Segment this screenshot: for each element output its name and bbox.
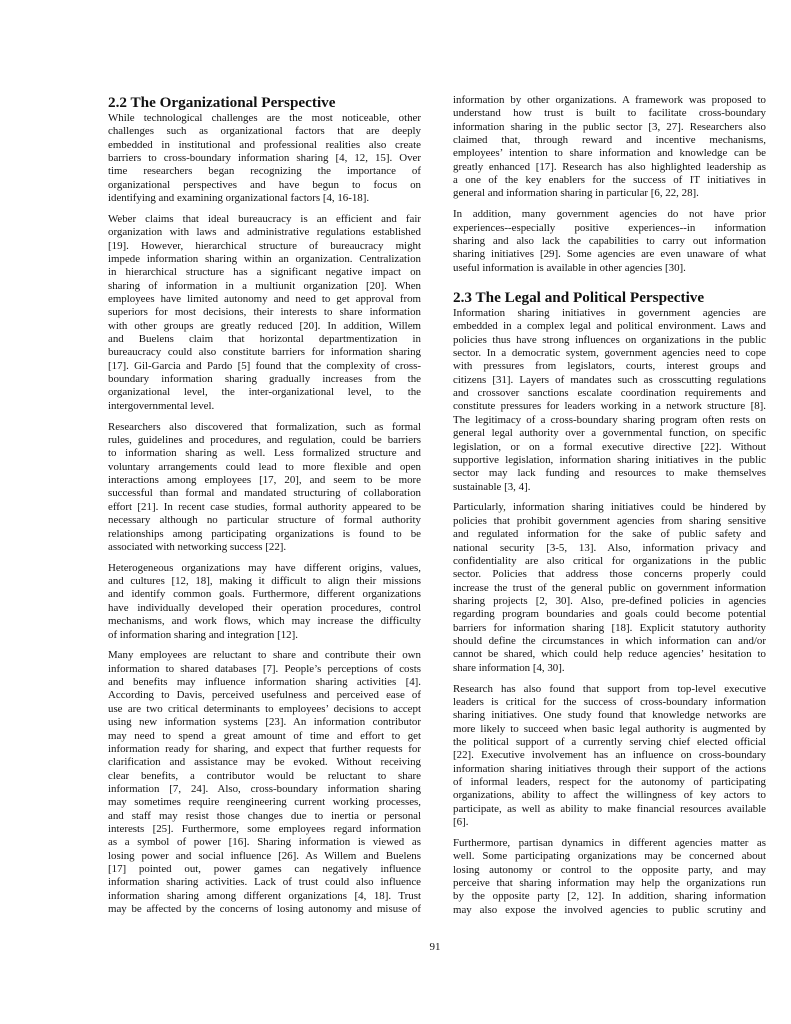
text-line: intergovernmental level.: [108, 399, 215, 412]
text-line: cannot be shared, which could help reduce agencies’ hesitation to: [453, 648, 766, 661]
text-line: useful information is available in other agencies [30].: [453, 261, 686, 274]
text-line: bureaucracy could also constitute barriers for information sharing: [108, 346, 421, 359]
text-line: organizational level, the inter-organizational level, to the: [108, 386, 421, 399]
text-line: claimed that, through reward and incentive mechanisms,: [453, 134, 766, 147]
text-line: organizations, ability to affect the willingness of key actors to: [453, 789, 766, 802]
text-line: constitute pressures for leaders working in a network structure [8].: [453, 400, 766, 413]
text-line: and benefits may influence information sharing activities [4].: [108, 676, 421, 689]
paragraph: [108, 421, 421, 554]
text-line: and crossover sanctions escalate coordination requirements and: [453, 387, 766, 400]
text-line: associated with networking success [22].: [108, 540, 287, 553]
text-line: may also expose the involved agencies to public scrutiny and: [453, 903, 766, 916]
text-line: with pressures from legislators, courts, interest groups and: [453, 360, 766, 373]
text-line: legislation, or on a formal executive directive [22]. Without: [453, 440, 766, 453]
page-number: 91: [429, 941, 441, 953]
text-line: interests [25]. Furthermore, some employees regard information: [108, 822, 421, 835]
text-line: clear benefits, a contributor would be reluctant to share: [108, 769, 421, 782]
text-line: and cultures [12, 18], making it difficult to align their missions: [108, 575, 421, 588]
text-line: use are two critical determinants to employees’ decisions to accept: [108, 702, 421, 715]
text-line: information sharing activities. Lack of trust could also influence: [108, 876, 421, 889]
text-line: and Buelens claim that horizontal departmentization in: [108, 333, 421, 346]
text-line: Research has also found that support from top-level executive: [453, 682, 766, 695]
text-line: Information sharing initiatives in government agencies are: [453, 307, 766, 320]
text-line: the political support of a currently serving chief elected official: [453, 735, 766, 748]
paragraph: [453, 94, 766, 201]
text-line: While technological challenges are the most noticeable, other: [108, 112, 421, 124]
text-line: Furthermore, partisan dynamics in different agencies matter as: [453, 836, 766, 849]
text-line: [19]. However, hierarchical structure of bureaucracy might: [108, 239, 421, 252]
text-line: information sharing in the public sector [3, 27]. Researchers also: [453, 120, 766, 133]
text-line: participate, as well as ability to make financial resources available: [453, 802, 766, 815]
text-line: effort [21]. In recent case studies, formal authority appeared to be: [108, 500, 421, 513]
text-line: According to Davis, perceived usefulness and perceived ease of: [108, 689, 421, 702]
text-line: increase the trust of the general public on government information: [453, 581, 766, 594]
text-line: mechanisms, and work flows, which may increase the difficulty: [108, 615, 421, 628]
text-line: sharing projects [2, 30]. Also, pre-defined policies in agencies: [453, 594, 766, 607]
text-line: sharing of information in a multiunit organization [20]. When: [108, 279, 421, 292]
text-line: citizens [31]. Layers of mandates such as crosscutting regulations: [453, 373, 766, 386]
paragraph: [453, 501, 766, 674]
text-line: greatly enhanced [17]. Research has also highlighted leadership as: [453, 160, 766, 173]
text-line: by the opposite party [2, 12]. In addition, sharing information: [453, 890, 766, 903]
text-line: general legal authority over a governmental function, on specific: [453, 427, 766, 440]
text-line: information [7, 24]. Also, cross-boundary information sharing: [108, 782, 421, 795]
text-line: challenges such as organizational factors that are deeply: [108, 125, 421, 138]
text-line: employees have limited autonomy and need to get approval from: [108, 293, 421, 306]
text-line: confidentiality are also critical for organizations in the public: [453, 554, 766, 567]
text-line: embedded in institutional and professional realities also create: [108, 138, 421, 151]
text-line: policies thus have strong influences on organizations in the public: [453, 333, 766, 346]
paragraph: [108, 562, 421, 642]
text-line: to information sharing as well. Less formalized structure and: [108, 447, 421, 460]
text-line: [6].: [453, 815, 469, 828]
text-line: information sharing initiatives through their support of the actions: [453, 762, 766, 775]
text-line: [17]. Gil-Garcia and Pardo [5] found that the complexity of cross-: [108, 359, 421, 372]
text-line: as a symbol of power [16]. Sharing information is viewed as: [108, 836, 421, 849]
left-column: [108, 94, 421, 924]
text-line: may be affected by the concerns of losing autonomy and misuse of: [108, 902, 421, 915]
text-line: voluntary arrangements could lead to more flexible and open: [108, 460, 421, 473]
text-line: [17] pointed out, power games can negatively influence: [108, 862, 421, 875]
section-heading: 2.2 The Organizational Perspective: [108, 94, 336, 111]
text-line: national security [3-5, 13]. Also, information privacy and: [453, 541, 766, 554]
text-line: barriers to cross-boundary information sharing [4, 12, 15]. Over: [108, 152, 421, 165]
text-line: successful than formal and mandated structuring of collaboration: [108, 487, 421, 500]
text-line: of information sharing and integration [12].: [108, 628, 298, 641]
text-line: losing autonomy or control to the opposite party, and may: [453, 863, 766, 876]
text-line: regarding program boundaries and goals could become potential: [453, 608, 766, 621]
text-line: embedded in a complex legal and political environment. Laws and: [453, 320, 766, 333]
text-line: sharing and also lack the capabilities to carry out information: [453, 235, 766, 248]
paragraph: [108, 112, 421, 205]
text-line: sector may lack funding and resources to make themselves: [453, 467, 766, 480]
text-line: a one of the key enablers for the success of IT initiatives in: [453, 174, 766, 187]
text-line: and identify common goals. Furthermore, different organizations: [108, 588, 421, 601]
text-line: well. Some participating organizations may be concerned about: [453, 850, 766, 863]
text-line: policies that prohibit government agencies from sharing sensitive: [453, 514, 766, 527]
text-line: The legitimacy of a cross-boundary sharing program often rests on: [453, 413, 766, 426]
text-line: time researchers began recognizing the importance of: [108, 165, 421, 178]
paragraph: [453, 208, 766, 275]
text-line: may sometimes require reengineering current working processes,: [108, 796, 421, 809]
text-line: Researchers also discovered that formalization, such as formal: [108, 420, 421, 433]
text-line: superiors for most decisions, their interests to share information: [108, 306, 421, 319]
text-line: with other groups are greatly reduced [20]. In addition, Willem: [108, 319, 421, 332]
text-line: information ready for sharing, and expect that further requests for: [108, 742, 421, 755]
paragraph: [453, 307, 766, 494]
text-line: supportive legislation, information sharing initiatives in the public: [453, 453, 766, 466]
paragraph: [453, 683, 766, 830]
text-line: Many employees are reluctant to share and contribute their own: [108, 649, 421, 662]
text-line: using new information systems [23]. An information contributor: [108, 716, 421, 729]
text-line: In addition, many government agencies do not have prior: [453, 208, 766, 221]
text-line: sector. Policies that address those concerns properly could: [453, 568, 766, 581]
text-line: sharing initiatives [29]. Some agencies are even unaware of what: [453, 248, 766, 261]
text-line: interactions among employees [17, 20], and seem to be more: [108, 474, 421, 487]
text-line: may need to spend a great amount of time and effort to get: [108, 729, 421, 742]
text-line: and staff may resist those changes due to inertia or personal: [108, 809, 421, 822]
text-line: understand how trust is built to facilitate cross-boundary: [453, 107, 766, 120]
text-line: in hierarchical structure has a significant negative impact on: [108, 266, 421, 279]
text-line: impede information sharing within an organization. Centralization: [108, 253, 421, 266]
text-line: identifying and examining organizational factors [4, 16-18].: [108, 192, 370, 205]
text-line: have individually developed their operation procedures, control: [108, 601, 421, 614]
text-line: leaders is critical for the success of cross-boundary information: [453, 695, 766, 708]
text-line: and regulated information for the sake of public safety and: [453, 528, 766, 541]
right-column: [453, 94, 766, 925]
text-line: information sharing among different organizations [4, 18]. Trust: [108, 889, 421, 902]
text-line: organizational perspectives and have begun to focus on: [108, 178, 421, 191]
text-line: experiences--especially positive experiences--in information: [453, 221, 766, 234]
text-line: employees’ intention to share information and knowledge can be: [453, 147, 766, 160]
text-line: necessary although no particular structure of formal authority: [108, 514, 421, 527]
text-line: [22]. Executive involvement has an influence on cross-boundary: [453, 749, 766, 762]
text-line: of informal leaders, respect for the autonomy of participating: [453, 775, 766, 788]
text-line: Particularly, information sharing initiatives could be hindered by: [453, 501, 766, 514]
text-line: general and information sharing in particular [6, 22, 28].: [453, 187, 699, 200]
text-line: rules, guidelines and procedures, and regulation, could be barriers: [108, 434, 421, 447]
text-line: relationships among participating organizations is found to be: [108, 527, 421, 540]
text-line: information by other organizations. A framework was proposed to: [453, 94, 766, 106]
text-line: barriers for information sharing [18]. Explicit statutory authority: [453, 621, 766, 634]
text-line: perceive that sharing information may help the organizations run: [453, 876, 766, 889]
text-line: sustainable [3, 4].: [453, 480, 531, 493]
section-heading: 2.3 The Legal and Political Perspective: [453, 289, 705, 307]
text-line: clarification and assistance may be evoked. Without receiving: [108, 756, 421, 769]
paragraph: [108, 213, 421, 413]
text-line: more likely to succeed when basic legal authority is augmented by: [453, 722, 766, 735]
text-line: losing power and social influence [26]. As Willem and Buelens: [108, 849, 421, 862]
paragraph: [108, 649, 421, 916]
text-line: Heterogeneous organizations may have different origins, values,: [108, 561, 421, 574]
text-line: share information [4, 30].: [453, 661, 565, 674]
text-line: information to shared databases [7]. People’s perceptions of costs: [108, 662, 421, 675]
text-line: Weber claims that ideal bureaucracy is an efficient and fair: [108, 213, 421, 225]
text-line: organization with laws and administrative regulations established: [108, 226, 421, 239]
text-line: sector. In a democratic system, government agencies need to cope: [453, 347, 766, 360]
text-line: boundary information sharing gradually increases from the: [108, 373, 421, 386]
paragraph: [453, 837, 766, 917]
text-line: sharing initiatives. One study found that knowledge networks are: [453, 709, 766, 722]
text-line: should define the circumstances in which information can and/or: [453, 634, 766, 647]
